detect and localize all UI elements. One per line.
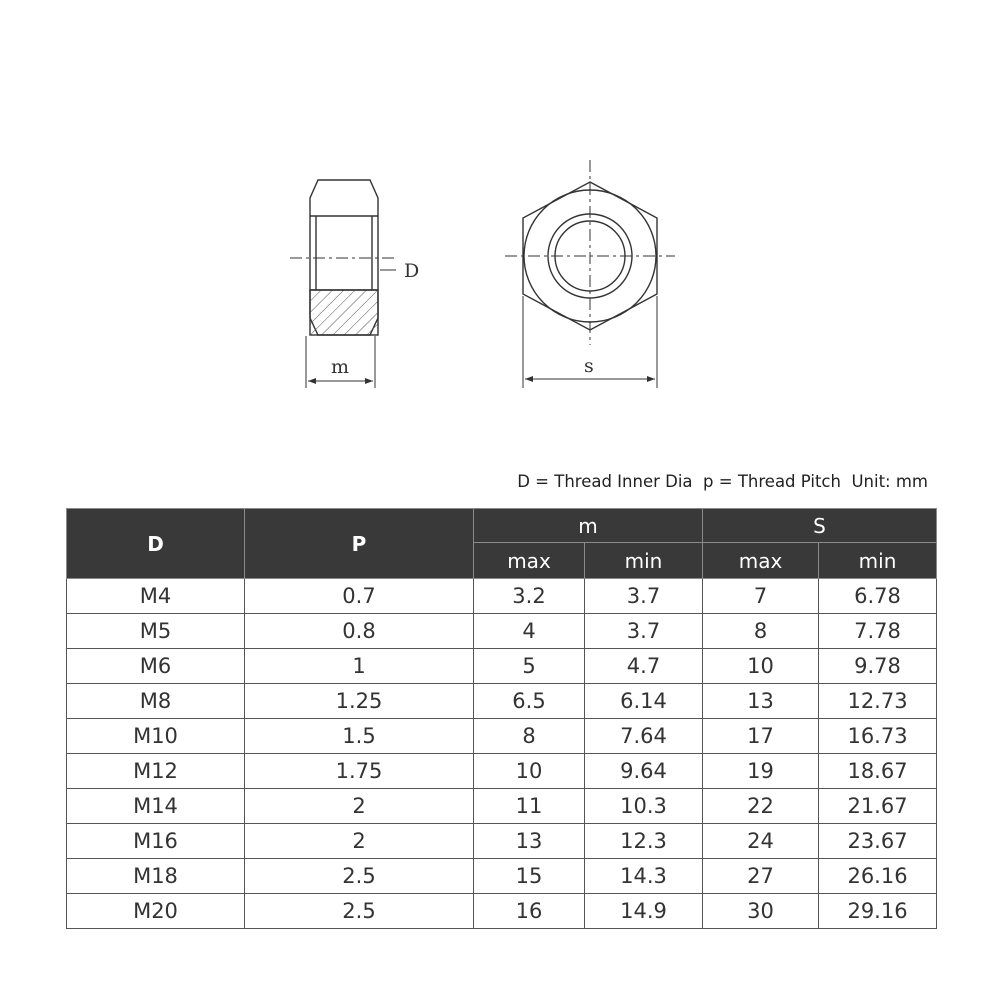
- header-m-min: min: [585, 543, 703, 579]
- table-row: [67, 754, 937, 789]
- table-row: [67, 894, 937, 929]
- table-header: [67, 509, 937, 579]
- cell-pitch: 2.5: [245, 859, 474, 894]
- cell-s-min: 21.67: [819, 789, 937, 824]
- cell-m-max: 16: [474, 894, 585, 929]
- cell-s-max: 17: [703, 719, 819, 754]
- header-P: P: [245, 509, 474, 579]
- cell-m-max: 4: [474, 614, 585, 649]
- cell-m-min: 14.3: [585, 859, 703, 894]
- cell-s-max: 8: [703, 614, 819, 649]
- legend-p-definition: p = Thread Pitch: [703, 472, 841, 491]
- cell-size: M14: [67, 789, 245, 824]
- table-row: [67, 614, 937, 649]
- header-S: S: [703, 509, 937, 543]
- cell-pitch: 1.75: [245, 754, 474, 789]
- table-row: [67, 789, 937, 824]
- cell-m-min: 3.7: [585, 614, 703, 649]
- header-D: D: [67, 509, 245, 579]
- table-row: [67, 579, 937, 614]
- cell-s-max: 19: [703, 754, 819, 789]
- cell-s-max: 24: [703, 824, 819, 859]
- cell-m-max: 13: [474, 824, 585, 859]
- cell-m-min: 14.9: [585, 894, 703, 929]
- cell-pitch: 2: [245, 824, 474, 859]
- cell-s-max: 10: [703, 649, 819, 684]
- cell-m-min: 4.7: [585, 649, 703, 684]
- cell-s-max: 22: [703, 789, 819, 824]
- cell-s-min: 7.78: [819, 614, 937, 649]
- cell-s-min: 18.67: [819, 754, 937, 789]
- cell-m-max: 10: [474, 754, 585, 789]
- cell-size: M8: [67, 684, 245, 719]
- cell-size: M4: [67, 579, 245, 614]
- cell-m-min: 7.64: [585, 719, 703, 754]
- cell-m-max: 6.5: [474, 684, 585, 719]
- cell-s-min: 23.67: [819, 824, 937, 859]
- cell-pitch: 1: [245, 649, 474, 684]
- cell-m-min: 3.7: [585, 579, 703, 614]
- header-m: m: [474, 509, 703, 543]
- cell-pitch: 1.5: [245, 719, 474, 754]
- legend-unit: Unit: mm: [851, 472, 928, 491]
- nut-front-view: [505, 160, 675, 388]
- cell-s-min: 12.73: [819, 684, 937, 719]
- cell-m-min: 6.14: [585, 684, 703, 719]
- cell-s-max: 30: [703, 894, 819, 929]
- cell-s-max: 13: [703, 684, 819, 719]
- cell-size: M5: [67, 614, 245, 649]
- cell-m-max: 8: [474, 719, 585, 754]
- cell-pitch: 2.5: [245, 894, 474, 929]
- header-s-min: min: [819, 543, 937, 579]
- cell-size: M10: [67, 719, 245, 754]
- cell-size: M6: [67, 649, 245, 684]
- cell-m-max: 5: [474, 649, 585, 684]
- cell-s-min: 16.73: [819, 719, 937, 754]
- cell-pitch: 2: [245, 789, 474, 824]
- label-m: m: [331, 356, 350, 378]
- cell-s-min: 6.78: [819, 579, 937, 614]
- cell-m-min: 10.3: [585, 789, 703, 824]
- header-m-max: max: [474, 543, 585, 579]
- cell-s-min: 9.78: [819, 649, 937, 684]
- legend-d-definition: D = Thread Inner Dia: [517, 472, 693, 491]
- hex-nut-drawing: [0, 0, 1000, 420]
- cell-pitch: 0.7: [245, 579, 474, 614]
- label-D: D: [404, 260, 420, 282]
- cell-size: M12: [67, 754, 245, 789]
- cell-m-max: 11: [474, 789, 585, 824]
- cell-s-min: 26.16: [819, 859, 937, 894]
- cell-size: M20: [67, 894, 245, 929]
- cell-pitch: 0.8: [245, 614, 474, 649]
- table-row: [67, 719, 937, 754]
- legend: [517, 472, 928, 491]
- cell-m-max: 3.2: [474, 579, 585, 614]
- table-body: [67, 579, 937, 929]
- cell-size: M18: [67, 859, 245, 894]
- cell-s-min: 29.16: [819, 894, 937, 929]
- spec-table: [66, 508, 937, 929]
- header-s-max: max: [703, 543, 819, 579]
- cell-m-min: 9.64: [585, 754, 703, 789]
- cell-m-max: 15: [474, 859, 585, 894]
- cell-s-max: 27: [703, 859, 819, 894]
- table-row: [67, 824, 937, 859]
- cell-pitch: 1.25: [245, 684, 474, 719]
- table-row: [67, 684, 937, 719]
- table-row: [67, 859, 937, 894]
- table-row: [67, 649, 937, 684]
- cell-s-max: 7: [703, 579, 819, 614]
- label-s: s: [584, 355, 594, 377]
- cell-size: M16: [67, 824, 245, 859]
- cell-m-min: 12.3: [585, 824, 703, 859]
